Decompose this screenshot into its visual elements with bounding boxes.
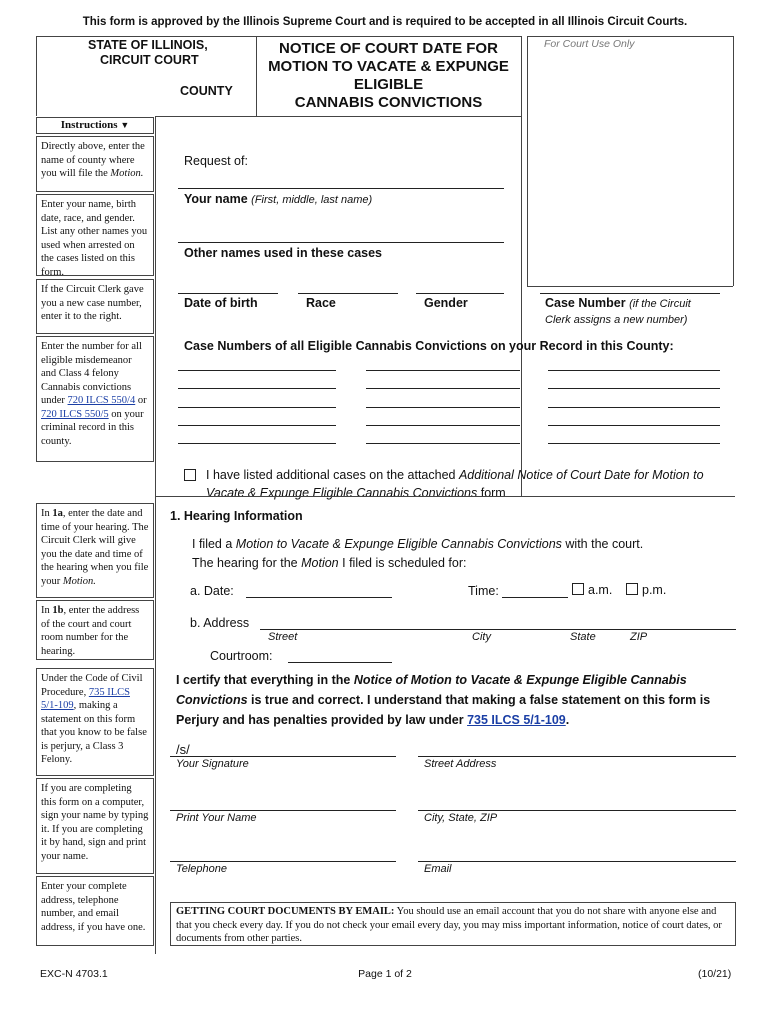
hearing-address-field[interactable] <box>260 629 736 630</box>
title-line-3: ELIGIBLE <box>353 76 424 93</box>
link-720-ilcs-550-5[interactable]: 720 ILCS 550/5 <box>41 408 109 420</box>
your-name-line[interactable] <box>178 188 504 189</box>
instruction-signature-text: If you are completing this form on a computer, sign your name by typing it. If you are completing it by hand, sign and print your name. <box>41 783 149 862</box>
courtroom-label: Courtroom: <box>210 649 273 663</box>
approval-notice: This form is approved by the Illinois Supreme Court and is required to be accepted in all Illinois Circuit Courts. <box>82 16 688 28</box>
additional-cases-post: form <box>480 486 506 500</box>
hearing-line-1-pre: I filed a <box>192 537 233 551</box>
print-name-caption: Print Your Name <box>176 812 257 824</box>
instruction-county <box>36 136 154 192</box>
header-left-border <box>36 36 37 116</box>
instruction-1a-ref: 1a <box>52 508 63 519</box>
case-numbers-heading: Case Numbers of all Eligible Cannabis Convictions on your Record in this County: <box>184 339 674 353</box>
dob-label: Date of birth <box>184 296 258 310</box>
certify-link-735-ilcs[interactable]: 735 ILCS 5/1-109 <box>467 713 566 727</box>
hearing-line-2-pre: The hearing for the <box>192 556 298 570</box>
instruction-1b-in: In <box>41 605 50 616</box>
case-number-label <box>545 296 691 310</box>
street-caption: Street <box>268 631 298 643</box>
state-label: STATE OF ILLINOIS, <box>88 38 208 52</box>
court-use-bottom-border <box>527 286 733 287</box>
case-line-3-1[interactable] <box>178 407 336 408</box>
dob-line[interactable] <box>178 293 278 294</box>
signature-value[interactable]: /s/ <box>176 742 190 757</box>
case-line-4-2[interactable] <box>366 425 520 426</box>
circuit-court-label: CIRCUIT COURT <box>100 53 199 67</box>
email-notice-text: You should use an email account that you do not share with anyone else and that you check every day. If you do not check your email every day, you may miss important information, notice of court dates, or documents from other parties. <box>176 906 722 944</box>
additional-cases-form-name: Additional Notice of Court Date for Motion to Vacate & Expunge Eligible Cannabis Convictions <box>206 468 704 500</box>
am-label: a.m. <box>588 583 613 597</box>
court-use-left-border <box>527 36 528 286</box>
link-720-ilcs-550-4[interactable]: 720 ILCS 550/4 <box>67 395 136 406</box>
other-names-line[interactable] <box>178 242 504 243</box>
your-name-label <box>184 192 372 206</box>
title-line-2: MOTION TO VACATE & EXPUNGE <box>268 58 509 75</box>
case-number-hint-2: Clerk assigns a new number) <box>545 314 688 326</box>
hearing-line-1-motion: Motion to Vacate & Expunge Eligible Cannabis Convictions <box>235 537 562 551</box>
page-number: Page 1 of 2 <box>358 968 412 980</box>
address-label: b. Address <box>190 616 250 630</box>
print-name-line[interactable] <box>170 810 396 811</box>
court-use-right-border <box>733 36 734 286</box>
certify-end: . <box>565 713 570 727</box>
courtroom-field[interactable] <box>288 662 392 663</box>
date-label: a. Date: <box>190 584 234 598</box>
instruction-name <box>36 194 154 276</box>
instruction-1b-ref: 1b <box>52 605 64 616</box>
title-line-4: CANNABIS CONVICTIONS <box>294 94 483 111</box>
instructions-label: Instructions <box>60 119 118 131</box>
instruction-contact <box>36 876 154 946</box>
case-line-5-2[interactable] <box>366 443 520 444</box>
city-state-zip-caption: City, State, ZIP <box>424 812 498 824</box>
header-top-border <box>36 36 522 37</box>
telephone-caption: Telephone <box>176 863 227 875</box>
case-line-3-2[interactable] <box>366 407 520 408</box>
case-line-2-2[interactable] <box>366 388 520 389</box>
court-use-top-border <box>527 36 733 37</box>
hearing-date-field[interactable] <box>246 597 392 598</box>
hearing-line-2-post: I filed is scheduled for: <box>342 556 467 570</box>
instruction-perjury-pre: Under the Code of Civil Procedure, <box>41 673 143 698</box>
instruction-1a-motion: Motion. <box>62 575 96 587</box>
instruction-convictions-or: or <box>137 395 147 406</box>
case-number-hint: (if the Circuit <box>629 298 691 310</box>
caret-down-icon: ▼ <box>120 120 130 130</box>
court-use-label: For Court Use Only <box>544 38 635 50</box>
instructions-toggle[interactable] <box>36 117 154 134</box>
instruction-convictions-text: Enter the number for all eligible misdemeanor and Class 4 felony Cannabis convictions under <box>41 341 142 406</box>
case-line-4-3[interactable] <box>548 425 720 426</box>
instruction-1a-text: , enter the date and time of your hearing. The Circuit Clerk will give you the date and time of the hearing when you file your <box>41 508 149 587</box>
additional-cases-checkbox[interactable] <box>184 469 196 481</box>
instruction-county-motion: Motion. <box>110 168 144 179</box>
case-line-1-3[interactable] <box>548 370 720 371</box>
race-line[interactable] <box>298 293 398 294</box>
telephone-line[interactable] <box>170 861 396 862</box>
certification-statement <box>176 670 724 730</box>
instruction-1b-text: , enter the address of the court and court room number for the hearing. <box>41 605 140 657</box>
case-line-1-2[interactable] <box>366 370 520 371</box>
instruction-perjury <box>36 668 154 776</box>
case-line-5-1[interactable] <box>178 443 336 444</box>
instruction-case-number <box>36 279 154 334</box>
case-line-2-3[interactable] <box>548 388 720 389</box>
race-label: Race <box>306 296 336 310</box>
your-name-text: Your name <box>184 192 248 206</box>
street-address-line[interactable] <box>418 756 736 757</box>
state-caption: State <box>570 631 596 643</box>
hearing-line-2 <box>192 556 467 570</box>
am-checkbox[interactable] <box>572 583 584 595</box>
case-line-3-3[interactable] <box>548 407 720 408</box>
title-line-1: NOTICE OF COURT DATE FOR <box>279 40 498 57</box>
email-caption: Email <box>424 863 452 875</box>
certify-form-name: Notice of Motion to Vacate & Expunge Eligible Cannabis Convictions <box>176 673 687 707</box>
case-line-1-1[interactable] <box>178 370 336 371</box>
street-address-caption: Street Address <box>424 758 497 770</box>
instruction-1a-in: In <box>41 508 50 519</box>
your-signature-caption: Your Signature <box>176 758 249 770</box>
case-line-4-1[interactable] <box>178 425 336 426</box>
time-label: Time: <box>468 584 499 598</box>
gender-label: Gender <box>424 296 468 310</box>
instruction-name-text: Enter your name, birth date, race, and gender. List any other names you used when arrested on the cases listed on this form. <box>41 199 148 278</box>
request-of-label: Request of: <box>184 154 248 168</box>
instruction-convictions <box>36 336 154 462</box>
email-notice-heading: GETTING COURT DOCUMENTS BY EMAIL: <box>176 906 395 917</box>
case-line-2-1[interactable] <box>178 388 336 389</box>
form-title <box>256 40 521 112</box>
additional-cases-pre: I have listed additional cases on the attached <box>206 468 456 482</box>
pm-checkbox[interactable] <box>626 583 638 595</box>
instruction-hearing-date <box>36 503 154 598</box>
header-bottom-border <box>155 116 522 117</box>
hearing-line-2-motion: Motion <box>301 556 339 570</box>
city-state-zip-line[interactable] <box>418 810 736 811</box>
your-name-hint: (First, middle, last name) <box>251 194 373 206</box>
pm-label: p.m. <box>642 583 667 597</box>
hearing-heading: 1. Hearing Information <box>170 509 303 523</box>
case-number-line[interactable] <box>540 293 720 294</box>
case-number-text: Case Number <box>545 296 626 310</box>
header-right-border <box>521 36 522 496</box>
hearing-line-1-post: with the court. <box>565 537 644 551</box>
revision-date: (10/21) <box>698 968 732 980</box>
instruction-case-number-text: If the Circuit Clerk gave you a new case number, enter it to the right. <box>41 284 144 322</box>
link-735-ilcs-5-1-109[interactable]: 735 ILCS 5/1-109 <box>41 686 130 711</box>
email-notice-box <box>170 902 736 946</box>
instruction-perjury-post: , making a statement on this form that you know to be false is perjury, a Class 3 Felony. <box>41 700 147 765</box>
hearing-time-field[interactable] <box>502 597 568 598</box>
city-caption: City <box>472 631 491 643</box>
county-label: COUNTY <box>180 84 233 98</box>
instruction-county-text: Directly above, enter the name of county where you will file the <box>41 141 145 179</box>
form-id: EXC-N 4703.1 <box>40 968 108 980</box>
signature-line[interactable] <box>170 756 396 757</box>
left-form-border <box>155 116 156 954</box>
instruction-hearing-address <box>36 600 154 660</box>
certify-pre: I certify that everything in the <box>176 673 351 687</box>
certify-mid: is true and correct. I understand that making a false statement on this form is Perjury and has penalties provided by law under <box>176 693 711 727</box>
instruction-signature <box>36 778 154 874</box>
other-names-label: Other names used in these cases <box>184 246 383 260</box>
instruction-contact-text: Enter your complete address, telephone number, and email address, if you have one. <box>41 881 146 933</box>
zip-caption: ZIP <box>630 631 648 643</box>
hearing-line-1 <box>192 537 643 551</box>
instruction-convictions-end: on your criminal record in this county. <box>41 408 144 447</box>
section-divider-hearing <box>155 496 735 497</box>
gender-line[interactable] <box>416 293 504 294</box>
case-line-5-3[interactable] <box>548 443 720 444</box>
email-line[interactable] <box>418 861 736 862</box>
